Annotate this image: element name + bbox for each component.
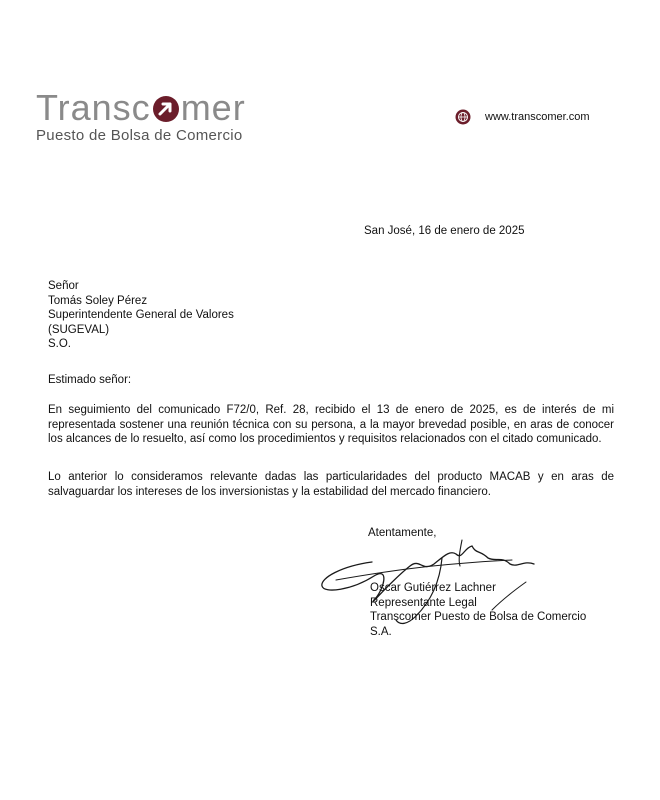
body-paragraph: Lo anterior lo consideramos relevante dadas las particularidades del producto MACAB y en aras de salvaguardar los intereses de los inversionistas y la estabilidad del mercado financiero.: [48, 471, 614, 498]
addressee-line: Señor: [48, 280, 79, 292]
company-logo: [36, 88, 246, 144]
addressee-line: Tomás Soley Pérez: [48, 294, 148, 307]
arrow-circle-logo-icon: [152, 95, 180, 123]
website-url: www.transcomer.com: [485, 111, 590, 123]
place-date: San José, 16 de enero de 2025: [364, 225, 525, 237]
addressee-line: (SUGEVAL): [48, 323, 110, 336]
signatory-company-suffix: S.A.: [370, 625, 392, 638]
website-link[interactable]: [455, 109, 590, 125]
logo-text-start: Transc: [36, 87, 151, 128]
globe-icon: [455, 109, 471, 125]
addressee-block: [48, 279, 234, 352]
signatory-block: [370, 581, 586, 639]
body-paragraph: En seguimiento del comunicado F72/0, Ref. 28, recibido el 13 de enero de 2025, es de interés de mi representada sostener una reunión técnica con su persona, a la mayor brevedad posible, en aras de conocer los alcances de lo resuelto, así como los procedimientos y requisitos relacionados con el citado comunicado.: [48, 404, 614, 445]
addressee-line: S.O.: [48, 338, 72, 350]
signatory-company: Transcomer Puesto de Bolsa de Comercio: [370, 611, 587, 623]
signatory-name: Oscar Gutiérrez Lachner: [370, 582, 496, 594]
addressee-line: Superintendente General de Valores: [48, 309, 234, 321]
salutation: Estimado señor:: [48, 374, 132, 386]
logo-text-end: mer: [180, 87, 246, 128]
logo-tagline: Puesto de Bolsa de Comercio: [36, 127, 243, 144]
signatory-title: Representante Legal: [370, 596, 477, 609]
closing: Atentamente,: [368, 527, 437, 539]
